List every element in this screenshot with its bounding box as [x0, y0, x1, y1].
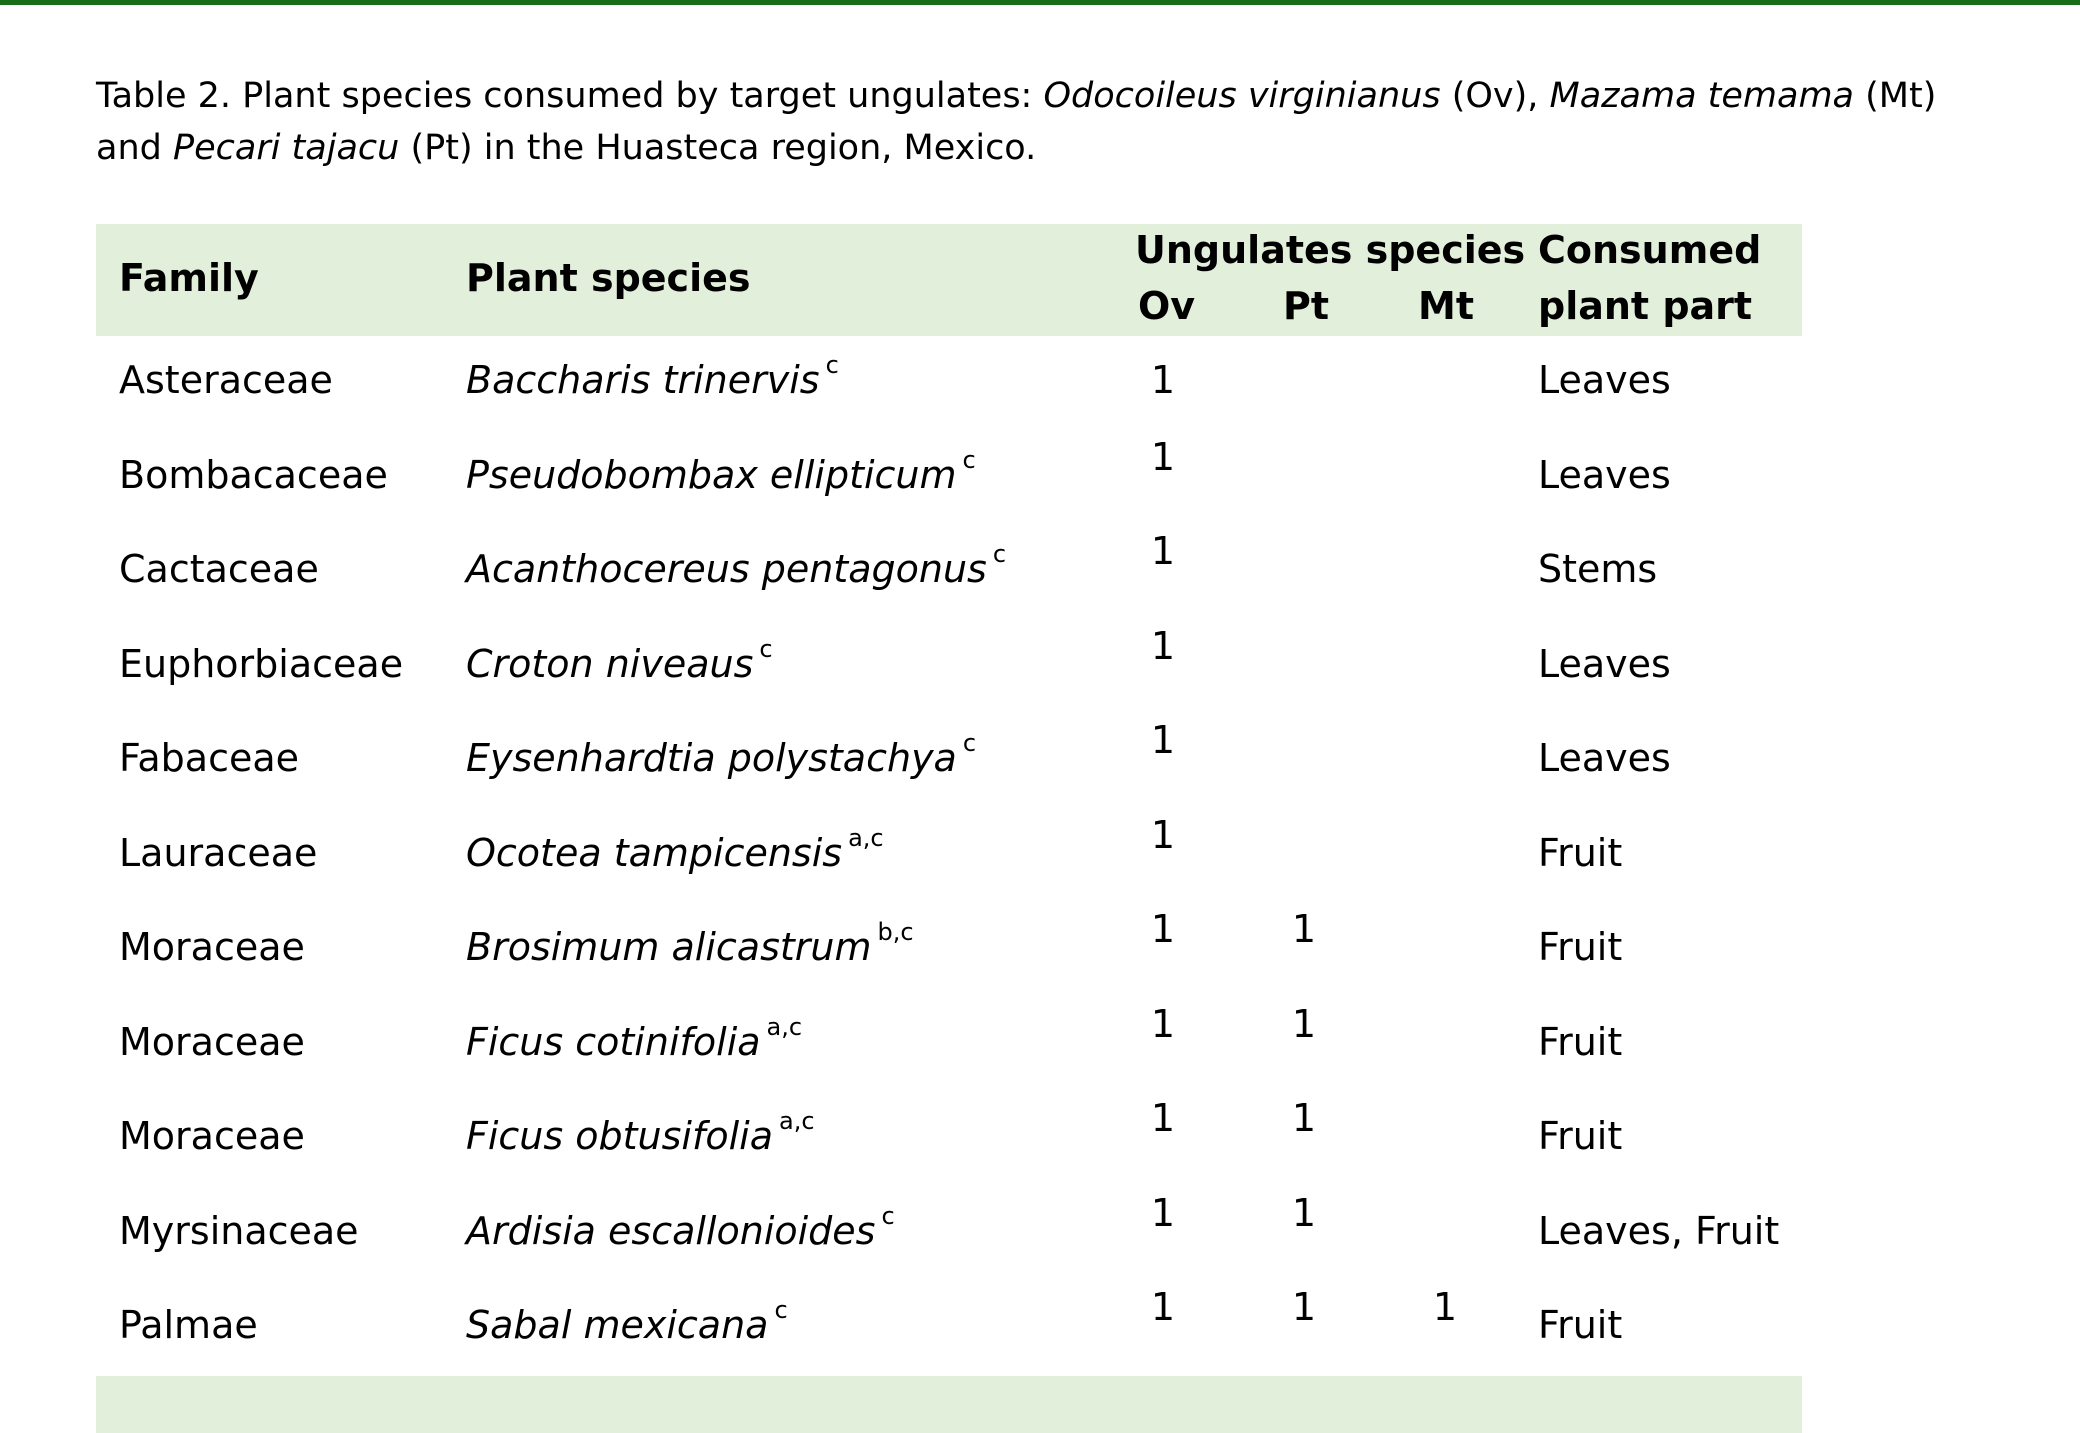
plant-species-cell: [466, 1107, 815, 1158]
ov-value: 1: [1150, 1096, 1176, 1140]
ov-value: 1: [1150, 1190, 1176, 1235]
consumed-part-cell: Fruit: [1538, 1114, 1623, 1158]
family-cell: Moraceae: [119, 925, 305, 969]
species-name: Acanthocereus pentagonus: [466, 547, 987, 591]
pt-value: 1: [1291, 1285, 1317, 1329]
species-footnote: c: [825, 351, 839, 379]
ov-value: 1: [1150, 623, 1176, 668]
family-cell: Lauraceae: [119, 830, 318, 875]
header-family: Family: [119, 256, 259, 300]
species-name: Baccharis trinervis: [466, 358, 820, 402]
pt-value: 1: [1291, 1096, 1317, 1140]
family-cell: Euphorbiaceae: [119, 641, 404, 686]
top-rule: [0, 0, 2080, 5]
family-cell: Bombacaceae: [119, 452, 388, 497]
table-row: [96, 714, 1802, 809]
species-name: Ficus cotinifolia: [466, 1019, 761, 1064]
plant-species-cell: [466, 729, 977, 780]
ov-value: 1: [1150, 812, 1176, 857]
family-cell: Cactaceae: [119, 547, 319, 591]
species-footnote: a,c: [848, 823, 884, 852]
plant-species-cell: [466, 540, 1007, 591]
species-name: Sabal mexicana: [466, 1303, 769, 1347]
family-cell: Moraceae: [119, 1019, 305, 1064]
ov-value: 1: [1150, 718, 1176, 762]
consumed-part-cell: Leaves: [1538, 641, 1671, 686]
header-pt: Pt: [1283, 284, 1330, 328]
species-name: Pseudobombax ellipticum: [466, 452, 957, 497]
species-footnote: b,c: [877, 918, 914, 946]
table-body: [96, 336, 1802, 1376]
caption-mt-abbr: (Mt) and: [96, 76, 1937, 168]
family-cell: Asteraceae: [119, 358, 333, 402]
species-name: Croton niveaus: [466, 641, 754, 686]
ov-value: 1: [1150, 1001, 1176, 1046]
plant-species-cell: [466, 918, 914, 969]
ov-value: 1: [1150, 907, 1176, 951]
caption-species-pt: Pecari tajacu: [172, 128, 400, 168]
pt-value: 1: [1291, 1001, 1317, 1046]
species-name: Eysenhardtia polystachya: [466, 736, 957, 780]
table-footer-band: [96, 1376, 1802, 1433]
table-caption: [96, 70, 1946, 174]
species-name: Ocotea tampicensis: [466, 830, 843, 875]
species-footnote: c: [774, 1296, 788, 1324]
header-consumed: Consumed: [1538, 228, 1762, 272]
consumed-part-cell: Stems: [1538, 547, 1658, 591]
table-row: [96, 620, 1802, 715]
plant-species-table: [96, 224, 1802, 1376]
plant-species-cell: [466, 1296, 788, 1347]
consumed-part-cell: Fruit: [1538, 830, 1623, 875]
pt-value: 1: [1291, 1190, 1317, 1235]
caption-suffix: (Pt) in the Huasteca region, Mexico.: [399, 128, 1037, 168]
table-row: [96, 336, 1802, 431]
species-name: Brosimum alicastrum: [466, 925, 872, 969]
family-cell: Moraceae: [119, 1114, 305, 1158]
family-cell: Palmae: [119, 1303, 258, 1347]
header-ungulates-species: Ungulates species: [1135, 228, 1526, 272]
table-row: [96, 525, 1802, 620]
species-footnote: c: [992, 540, 1007, 568]
table-row: [96, 1187, 1802, 1282]
table-row: [96, 903, 1802, 998]
plant-species-cell: [466, 445, 976, 497]
table-row: [96, 431, 1802, 526]
consumed-part-cell: Leaves: [1538, 358, 1671, 402]
pt-value: 1: [1291, 907, 1317, 951]
table-row: [96, 998, 1802, 1093]
consumed-part-cell: Fruit: [1538, 1019, 1623, 1064]
family-cell: Fabaceae: [119, 736, 299, 780]
ov-value: 1: [1150, 1285, 1176, 1329]
table-row: [96, 809, 1802, 904]
species-footnote: a,c: [766, 1012, 803, 1041]
consumed-part-cell: Leaves: [1538, 736, 1671, 780]
species-footnote: a,c: [779, 1107, 815, 1135]
caption-prefix: Table 2. Plant species consumed by target ungulates:: [96, 76, 1044, 116]
plant-species-cell: [466, 1012, 803, 1064]
header-plant-part: plant part: [1538, 284, 1753, 328]
species-name: Ficus obtusifolia: [466, 1114, 774, 1158]
caption-species-ov: Odocoileus virginianus: [1043, 76, 1441, 116]
plant-species-cell: [466, 634, 773, 686]
species-footnote: c: [881, 1201, 895, 1230]
ov-value: 1: [1150, 434, 1176, 479]
mt-value: 1: [1432, 1285, 1458, 1329]
consumed-part-cell: Fruit: [1538, 1303, 1623, 1347]
caption-species-mt: Mazama temama: [1549, 76, 1855, 116]
species-name: Ardisia escallonioides: [466, 1208, 876, 1253]
table-header: [96, 224, 1802, 336]
family-cell: Myrsinaceae: [119, 1208, 359, 1253]
header-mt: Mt: [1418, 284, 1474, 328]
species-footnote: c: [759, 634, 773, 663]
consumed-part-cell: Fruit: [1538, 925, 1623, 969]
species-footnote: c: [962, 445, 976, 474]
plant-species-cell: [466, 351, 839, 402]
caption-ov-abbr: (Ov),: [1440, 76, 1550, 116]
consumed-part-cell: Leaves: [1538, 452, 1671, 497]
plant-species-cell: [466, 1201, 895, 1253]
ov-value: 1: [1150, 358, 1176, 402]
plant-species-cell: [466, 823, 884, 875]
ov-value: 1: [1150, 529, 1176, 573]
table-row: [96, 1281, 1802, 1376]
header-plant-species: Plant species: [466, 256, 751, 300]
species-footnote: c: [962, 729, 977, 757]
consumed-part-cell: Leaves, Fruit: [1538, 1208, 1780, 1253]
header-ov: Ov: [1138, 284, 1196, 328]
table-row: [96, 1092, 1802, 1187]
